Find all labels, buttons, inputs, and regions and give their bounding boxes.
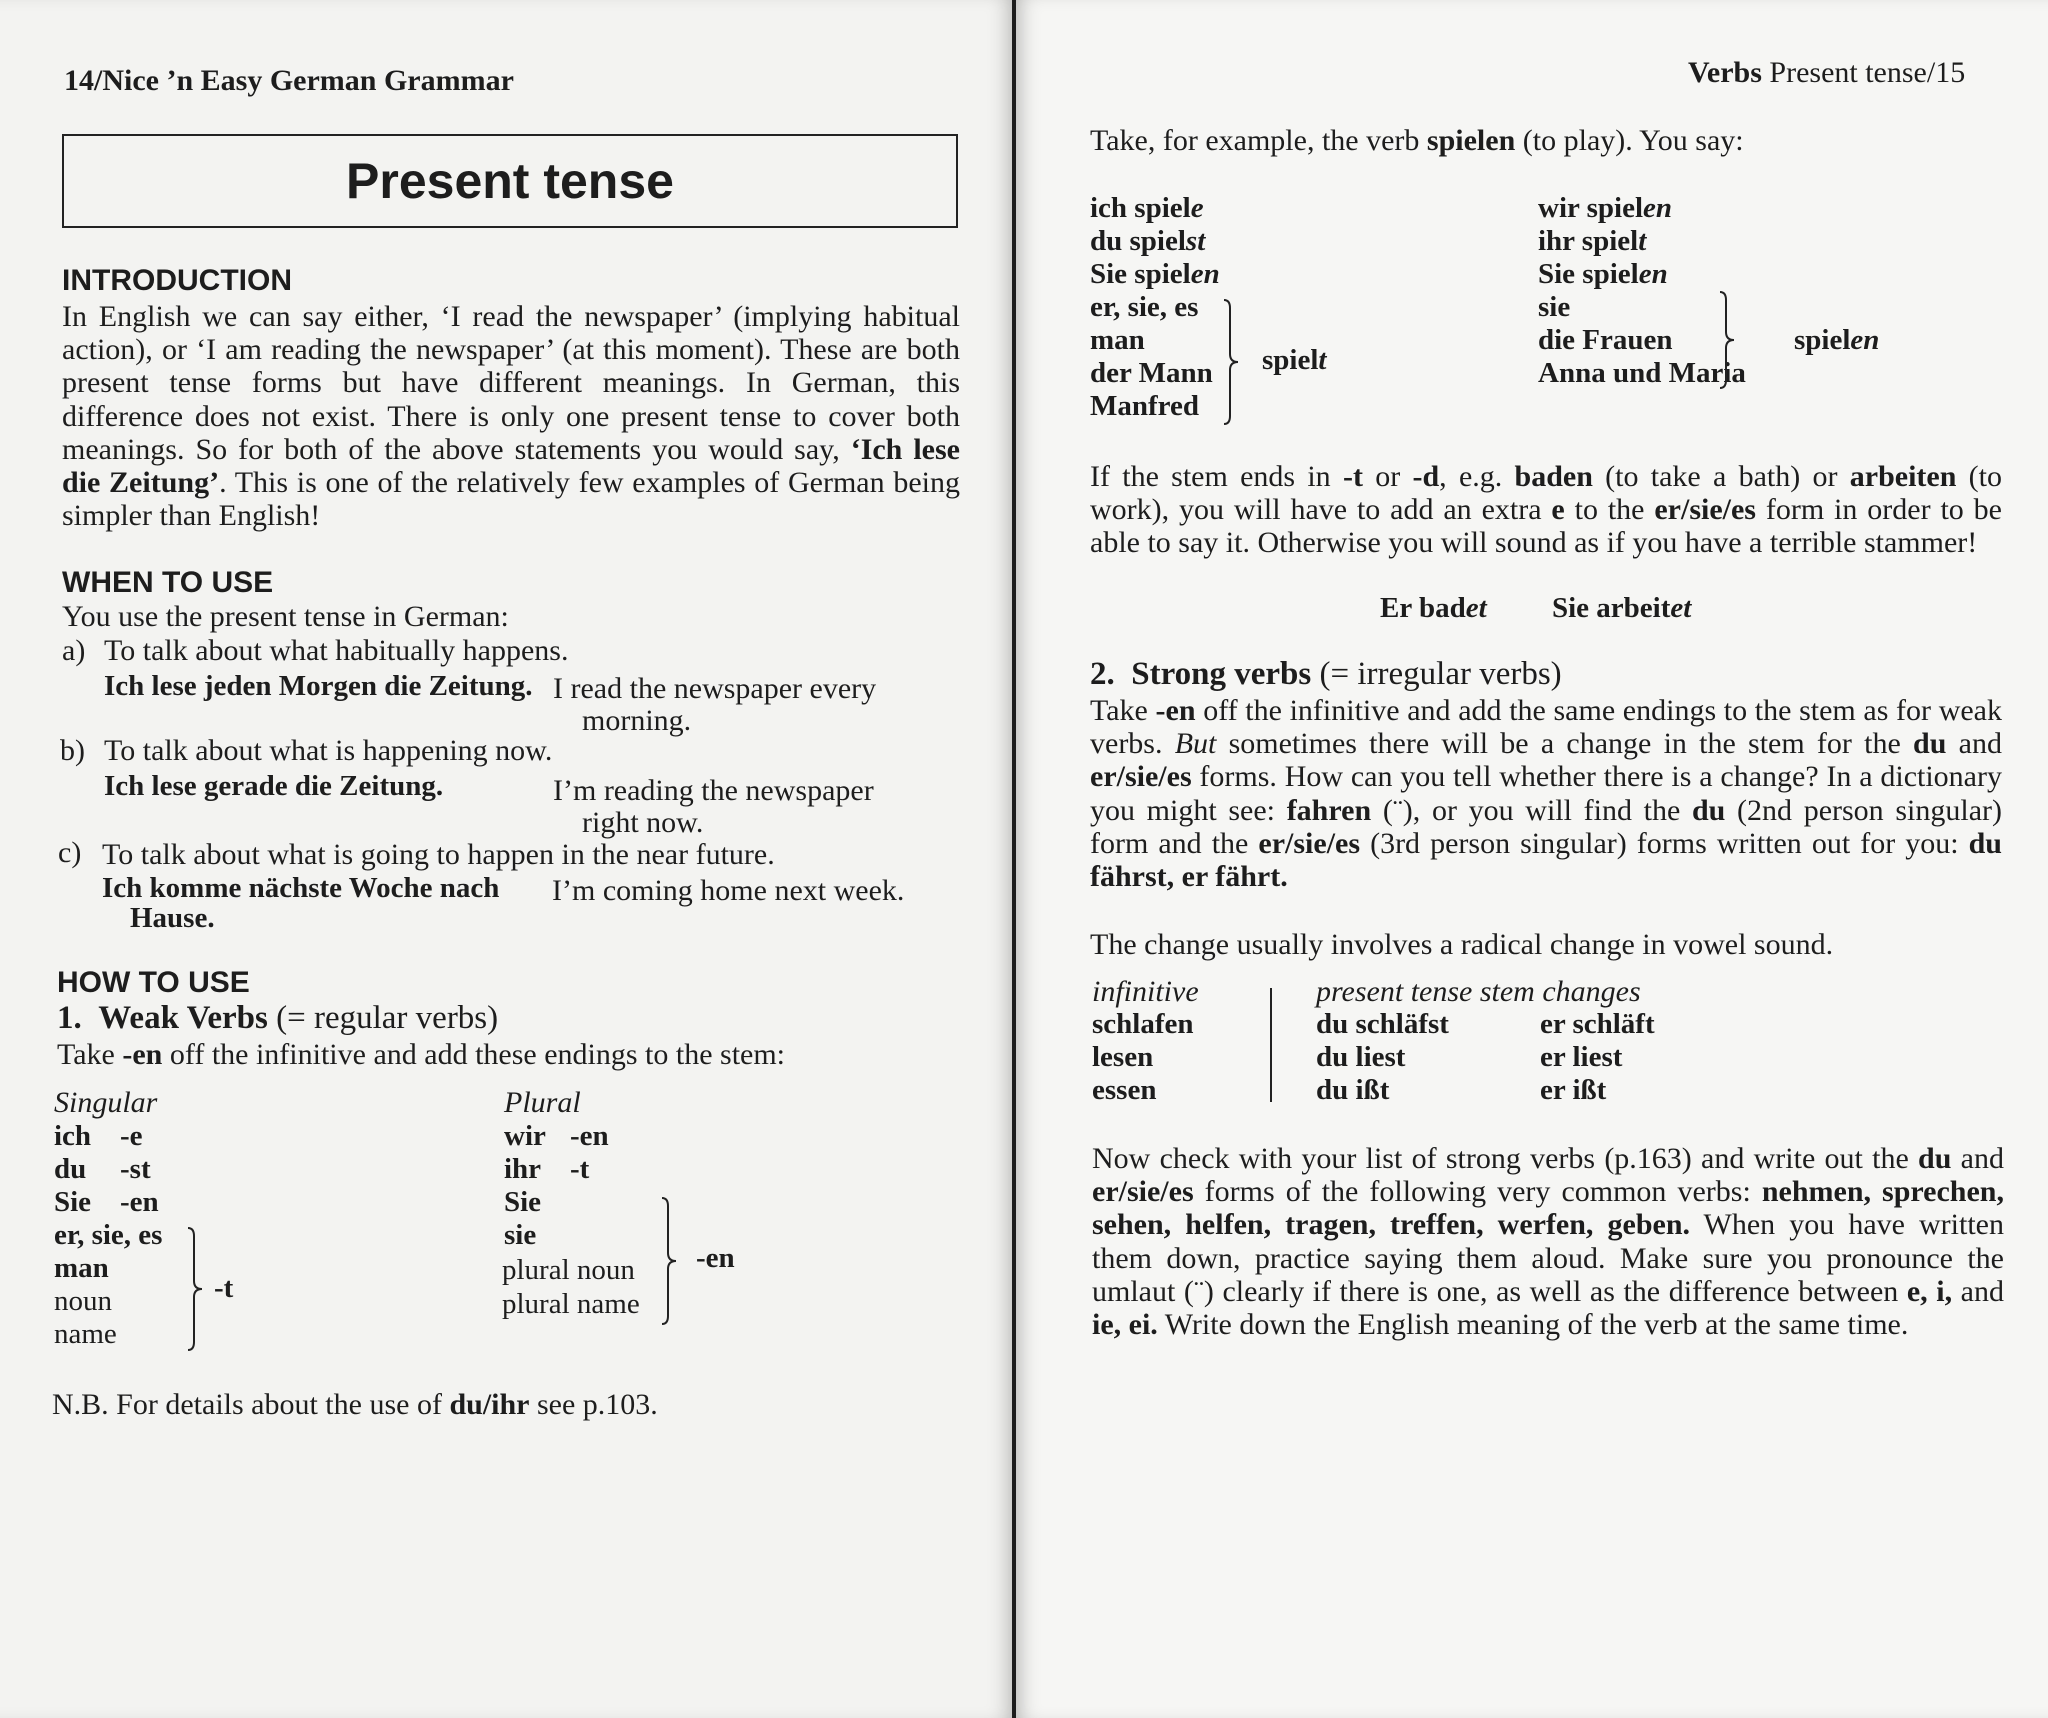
list-item-text: To talk about what habitually happens. <box>104 634 569 667</box>
stem-example: Sie arbeitet <box>1552 592 1692 624</box>
table-cell-du: du ißt <box>1316 1074 1390 1106</box>
example-english: I’m reading the newspaper <box>553 774 874 807</box>
conjugation-form: wir spielen <box>1538 192 1672 224</box>
pronoun: sie <box>1538 291 1571 323</box>
weak-verbs-heading: 1. Weak Verbs (= regular verbs) <box>57 1000 499 1036</box>
right-page <box>1016 0 2048 1718</box>
conjugation-form: spielen <box>1794 324 1880 356</box>
list-marker: a) <box>62 634 86 667</box>
conjugation-form: spielt <box>1262 344 1327 376</box>
title-box <box>62 134 958 228</box>
brace-icon <box>186 1226 206 1352</box>
ending: -en <box>696 1242 735 1274</box>
pronoun: sie <box>504 1219 537 1251</box>
conjugation-form: ihr spielt <box>1538 225 1647 257</box>
stem-note-paragraph: If the stem ends in -t or -d, e.g. baden (to take a bath) or arbeiten (to work), you will have to add an extra e to the er/sie/es form in order to be able to say it. Otherwise you will sound as if you have a terrible stammer! <box>1090 460 2002 560</box>
ending: -t <box>570 1153 590 1185</box>
list-item-text: To talk about what is happening now. <box>104 734 553 767</box>
pronoun: plural noun <box>502 1254 635 1286</box>
example-english: I read the newspaper every <box>553 672 877 705</box>
brace-icon <box>660 1196 680 1326</box>
left-page <box>0 0 1012 1718</box>
page-title: Present tense <box>346 153 674 209</box>
pronoun: du <box>54 1153 87 1185</box>
conjugation-form: Sie spielen <box>1090 258 1220 290</box>
ending: -st <box>120 1153 151 1185</box>
pronoun: er, sie, es <box>1090 291 1199 323</box>
table-cell-infinitive: essen <box>1092 1074 1157 1106</box>
strong-verbs-heading: 2. Strong verbs (= irregular verbs) <box>1090 656 1562 692</box>
table-cell-du: du liest <box>1316 1041 1406 1073</box>
table-divider <box>1270 988 1272 1102</box>
spielen-intro: Take, for example, the verb spielen (to play). You say: <box>1090 124 1744 157</box>
pronoun: ich <box>54 1120 92 1152</box>
list-marker: b) <box>60 734 85 767</box>
weak-verbs-instruction: Take -en off the infinitive and add these endings to the stem: <box>57 1038 786 1071</box>
ending: -t <box>214 1272 234 1304</box>
brace-icon <box>1718 290 1738 390</box>
running-head-right: Verbs Present tense/15 <box>1688 56 1966 89</box>
example-german: Ich lese gerade die Zeitung. <box>104 770 444 802</box>
pronoun: Anna und Maria <box>1538 357 1746 389</box>
pronoun: plural name <box>502 1288 640 1320</box>
pronoun: man <box>1090 324 1145 356</box>
list-item-text: To talk about what is going to happen in the near future. <box>102 838 775 871</box>
pronoun: ihr <box>504 1153 542 1185</box>
example-english-cont: right now. <box>582 806 704 839</box>
stem-example: Er badet <box>1380 592 1487 624</box>
pronoun: noun <box>54 1285 112 1317</box>
nb-note: N.B. For details about the use of du/ihr see p.103. <box>52 1388 658 1421</box>
pronoun: man <box>54 1252 109 1284</box>
introduction-paragraph: In English we can say either, ‘I read the newspaper’ (implying habitual action), or ‘I am reading the newspaper’ (at this moment). These are both present tense forms but have different meanings. In German, this difference does not exist. There is only one present tense to cover both meanings. So for both of the above statements you would say, ‘Ich lese die Zeitung’. This is one of the relatively few examples of German being simpler than English! <box>62 300 960 533</box>
example-english: I’m coming home next week. <box>552 874 905 907</box>
running-head-left: 14/Nice ’n Easy German Grammar <box>64 64 514 97</box>
table-header-infinitive: infinitive <box>1092 975 1199 1008</box>
pronoun: Manfred <box>1090 390 1200 422</box>
pronoun: Sie <box>54 1186 92 1218</box>
example-german: Ich komme nächste Woche nach <box>102 872 500 904</box>
introduction-heading: INTRODUCTION <box>62 264 292 297</box>
pronoun: die Frauen <box>1538 324 1673 356</box>
table-cell-infinitive: schlafen <box>1092 1008 1194 1040</box>
table-header-stem-changes: present tense stem changes <box>1316 975 1641 1008</box>
pronoun: der Mann <box>1090 357 1213 389</box>
pronoun: Sie <box>504 1186 542 1218</box>
table-cell-er: er schläft <box>1540 1008 1655 1040</box>
exercise-paragraph: Now check with your list of strong verbs (p.163) and write out the du and er/sie/es forms of the following very common verbs: nehmen, sprechen, sehen, helfen, tragen, treffen, werfen, geben. When you have written them down, practice saying them aloud. Make sure you pronounce the umlaut (¨) clearly if there is one, as well as the difference between e, i, and ie, ei. Write down the English meaning of the verb at the same time. <box>1092 1142 2004 1342</box>
how-to-use-heading: HOW TO USE <box>57 966 250 999</box>
pronoun: wir <box>504 1120 546 1152</box>
strong-verbs-paragraph: Take -en off the infinitive and add the same endings to the stem as for weak verbs. But sometimes there will be a change in the stem for the du and er/sie/es forms. How can you tell whether there is a change? In a dictionary you might see: fahren (¨), or you will find the du (2nd person singular) form and the er/sie/es (3rd person singular) forms written out for you: du fährst, er fährt. <box>1090 694 2002 894</box>
table-cell-er: er liest <box>1540 1041 1623 1073</box>
example-german: Ich lese jeden Morgen die Zeitung. <box>104 670 533 702</box>
pronoun: er, sie, es <box>54 1219 163 1251</box>
brace-icon <box>1222 298 1242 426</box>
when-to-use-heading: WHEN TO USE <box>62 566 274 599</box>
table-cell-infinitive: lesen <box>1092 1041 1154 1073</box>
singular-label: Singular <box>54 1086 158 1119</box>
table-cell-du: du schläfst <box>1316 1008 1449 1040</box>
conjugation-form: Sie spielen <box>1538 258 1668 290</box>
ending: -en <box>570 1120 609 1152</box>
example-english-cont: morning. <box>582 704 692 737</box>
introduction-example: ‘Ich lese die Zeitung’ <box>62 432 960 500</box>
when-to-use-lead: You use the present tense in German: <box>62 600 509 633</box>
change-note: The change usually involves a radical change in vowel sound. <box>1090 928 1834 961</box>
conjugation-form: ich spiele <box>1090 192 1204 224</box>
list-marker: c) <box>58 836 82 869</box>
example-german-cont: Hause. <box>130 902 215 934</box>
ending: -e <box>120 1120 143 1152</box>
plural-label: Plural <box>504 1086 581 1119</box>
ending: -en <box>120 1186 159 1218</box>
pronoun: name <box>54 1318 117 1350</box>
conjugation-form: du spielst <box>1090 225 1206 257</box>
table-cell-er: er ißt <box>1540 1074 1607 1106</box>
